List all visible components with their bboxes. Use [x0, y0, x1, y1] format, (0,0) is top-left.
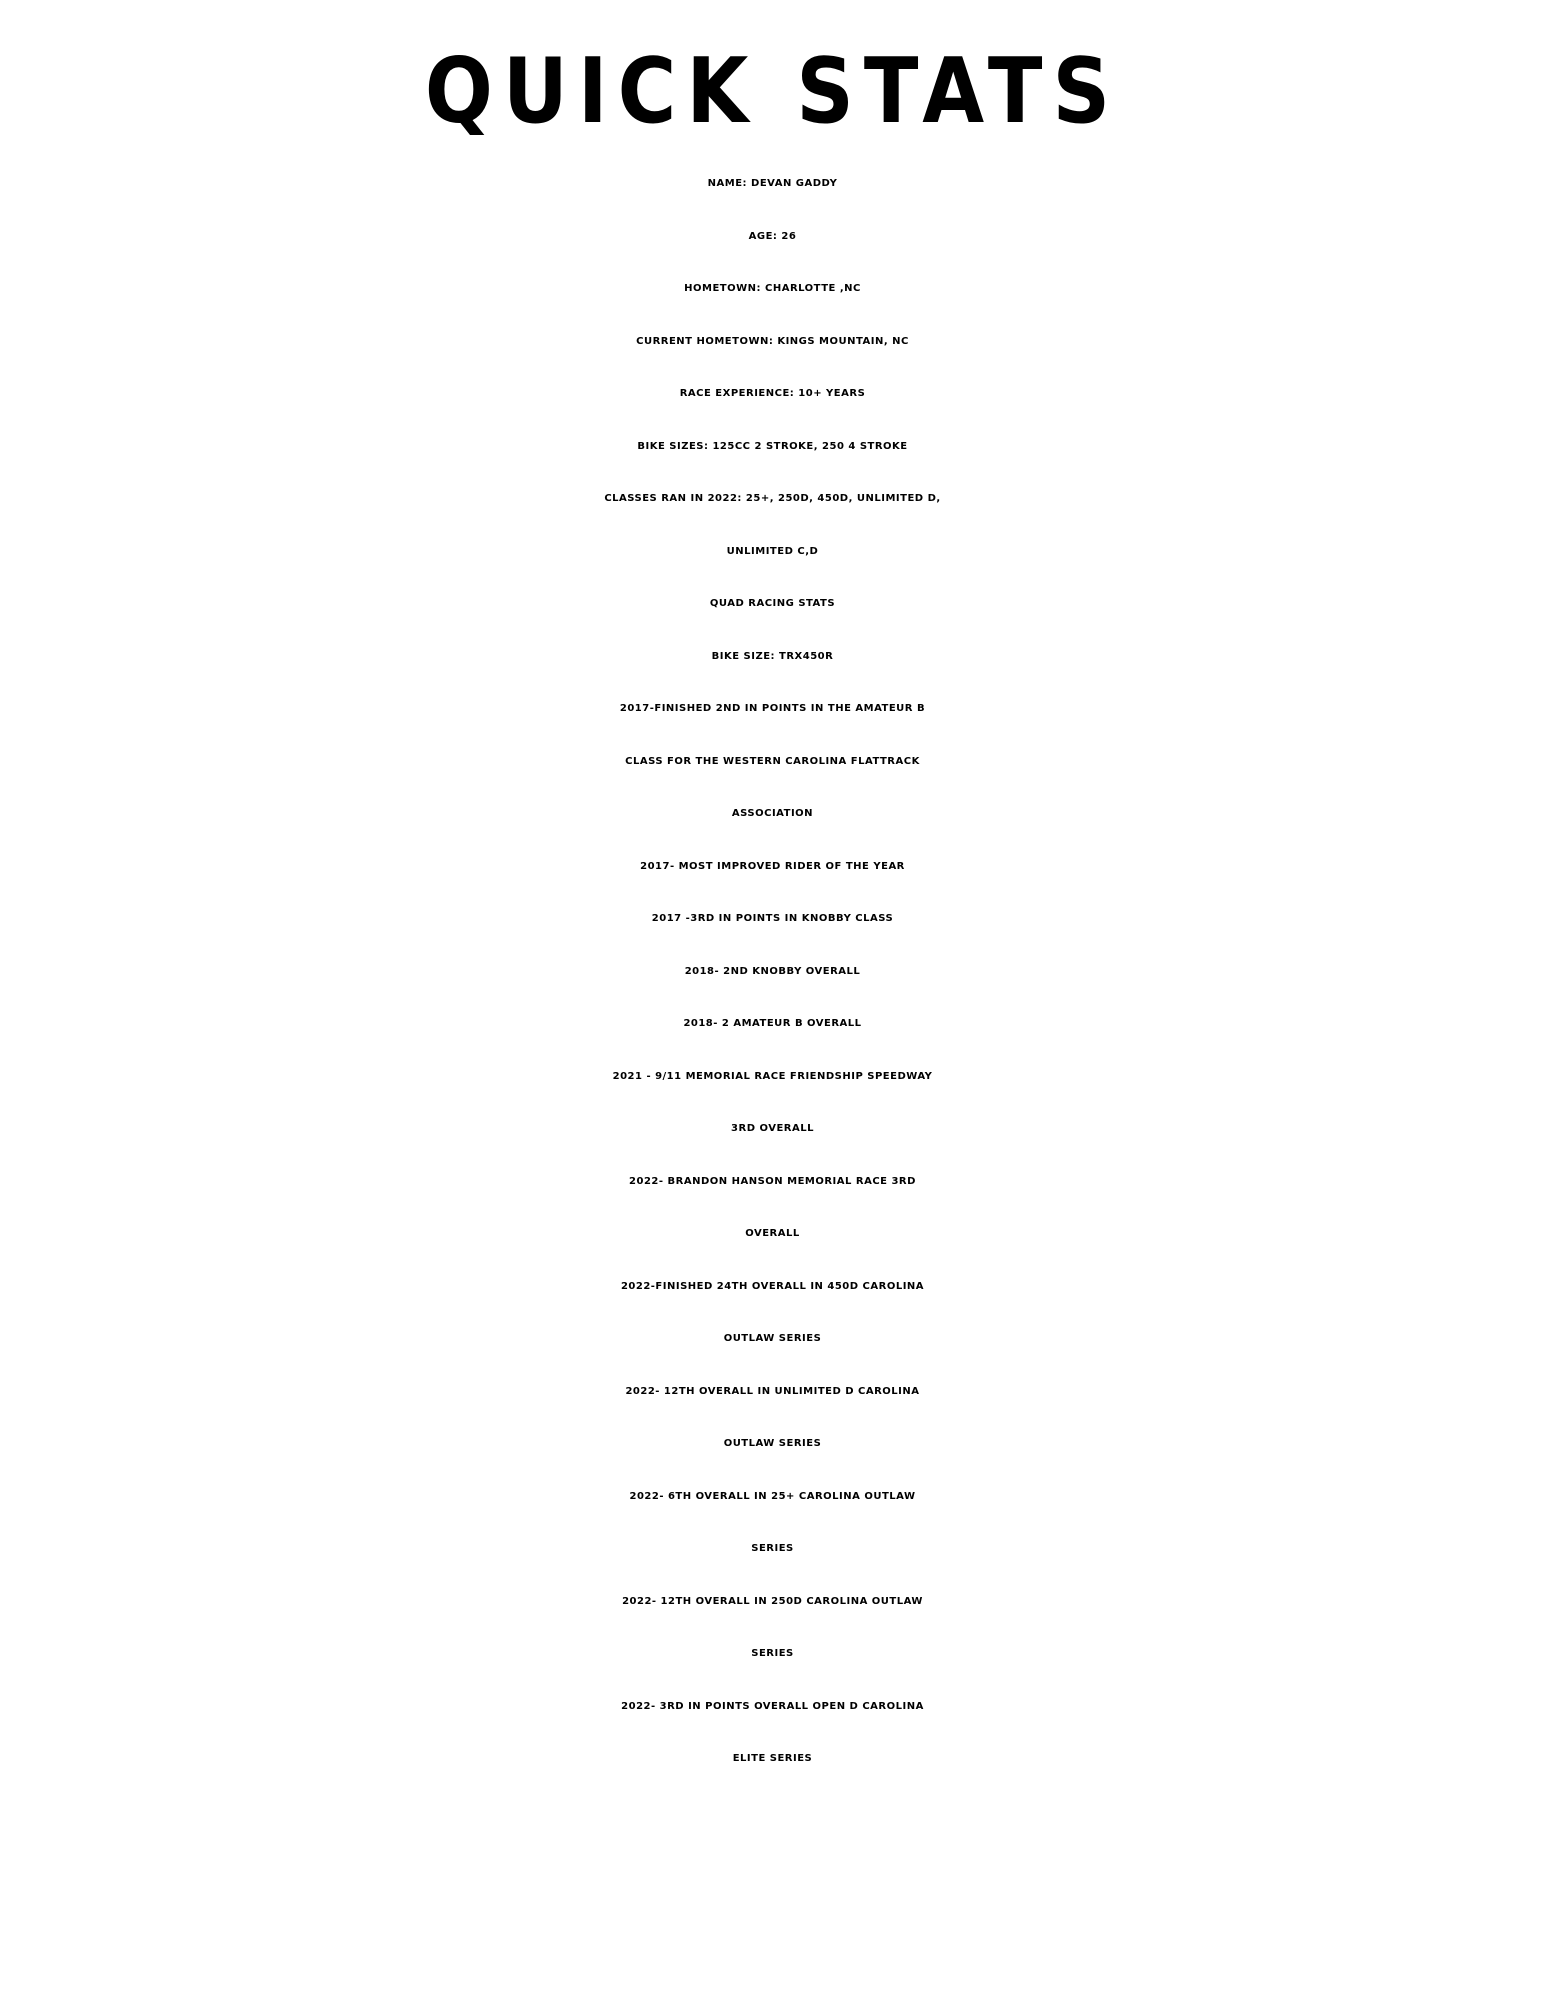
stat-line-name: NAME: DEVAN GADDY — [707, 178, 838, 189]
stat-line-2017-amateur-b-cont2: ASSOCIATION — [731, 808, 814, 819]
stat-line-2022-hanson: 2022- BRANDON HANSON MEMORIAL RACE 3RD — [629, 1175, 916, 1187]
stat-line-2017-amateur-b-cont: CLASS FOR THE WESTERN CAROLINA FLATTRACK — [625, 755, 920, 767]
stat-line-quad-bike-size: BIKE SIZE: TRX450R — [711, 650, 834, 662]
stat-line-quad-heading: QUAD RACING STATS — [709, 598, 836, 609]
stats-list — [0, 158, 1545, 1786]
stat-line-2022-250d: 2022- 12TH OVERALL IN 250D CAROLINA OUTLAW — [622, 1595, 923, 1607]
stat-line-2021-memorial-cont: 3RD OVERALL — [731, 1123, 814, 1134]
stat-line-2017-amateur-b: 2017-FINISHED 2ND IN POINTS IN THE AMATEUR B — [619, 703, 926, 714]
stat-line-classes: CLASSES RAN IN 2022: 25+, 250D, 450D, UNLIMITED D, — [604, 493, 941, 504]
stat-line-2022-open-d-cont: ELITE SERIES — [732, 1753, 813, 1764]
stat-line-age: AGE: 26 — [748, 230, 797, 242]
stat-line-2022-hanson-cont: OVERALL — [745, 1228, 800, 1239]
stat-line-2018-knobby: 2018- 2ND KNOBBY OVERALL — [684, 965, 861, 977]
stat-line-2022-250d-cont: SERIES — [751, 1648, 794, 1659]
stat-line-hometown: HOMETOWN: CHARLOTTE ,NC — [684, 283, 861, 294]
stat-line-bike-sizes: BIKE SIZES: 125CC 2 STROKE, 250 4 STROKE — [637, 440, 908, 452]
stat-line-classes-cont: UNLIMITED C,D — [726, 545, 819, 557]
stat-line-2022-25plus-cont: SERIES — [751, 1543, 794, 1554]
stat-line-2022-unlimited-d: 2022- 12TH OVERALL IN UNLIMITED D CAROLINA — [625, 1385, 920, 1397]
stat-line-2022-unlimited-d-cont: OUTLAW SERIES — [723, 1438, 822, 1449]
stat-line-2022-450d-cont: OUTLAW SERIES — [723, 1333, 822, 1344]
stat-line-current-hometown: CURRENT HOMETOWN: KINGS MOUNTAIN, NC — [636, 335, 909, 347]
stat-line-2022-25plus: 2022- 6TH OVERALL IN 25+ CAROLINA OUTLAW — [629, 1490, 916, 1502]
stat-line-2022-open-d: 2022- 3RD IN POINTS OVERALL OPEN D CAROLINA — [621, 1700, 924, 1712]
page-title: QUICK STATS — [424, 39, 1121, 144]
stat-line-2017-knobby: 2017 -3RD IN POINTS IN KNOBBY CLASS — [651, 913, 894, 924]
stat-line-race-experience: RACE EXPERIENCE: 10+ YEARS — [679, 388, 866, 399]
stat-line-2017-most-improved: 2017- MOST IMPROVED RIDER OF THE YEAR — [640, 860, 905, 872]
stat-line-2018-amateur-b: 2018- 2 AMATEUR B OVERALL — [683, 1018, 862, 1029]
stat-line-2021-memorial: 2021 - 9/11 MEMORIAL RACE FRIENDSHIP SPEEDWAY — [612, 1070, 933, 1082]
stat-line-2022-450d: 2022-FINISHED 24TH OVERALL IN 450D CAROLINA — [620, 1280, 925, 1292]
